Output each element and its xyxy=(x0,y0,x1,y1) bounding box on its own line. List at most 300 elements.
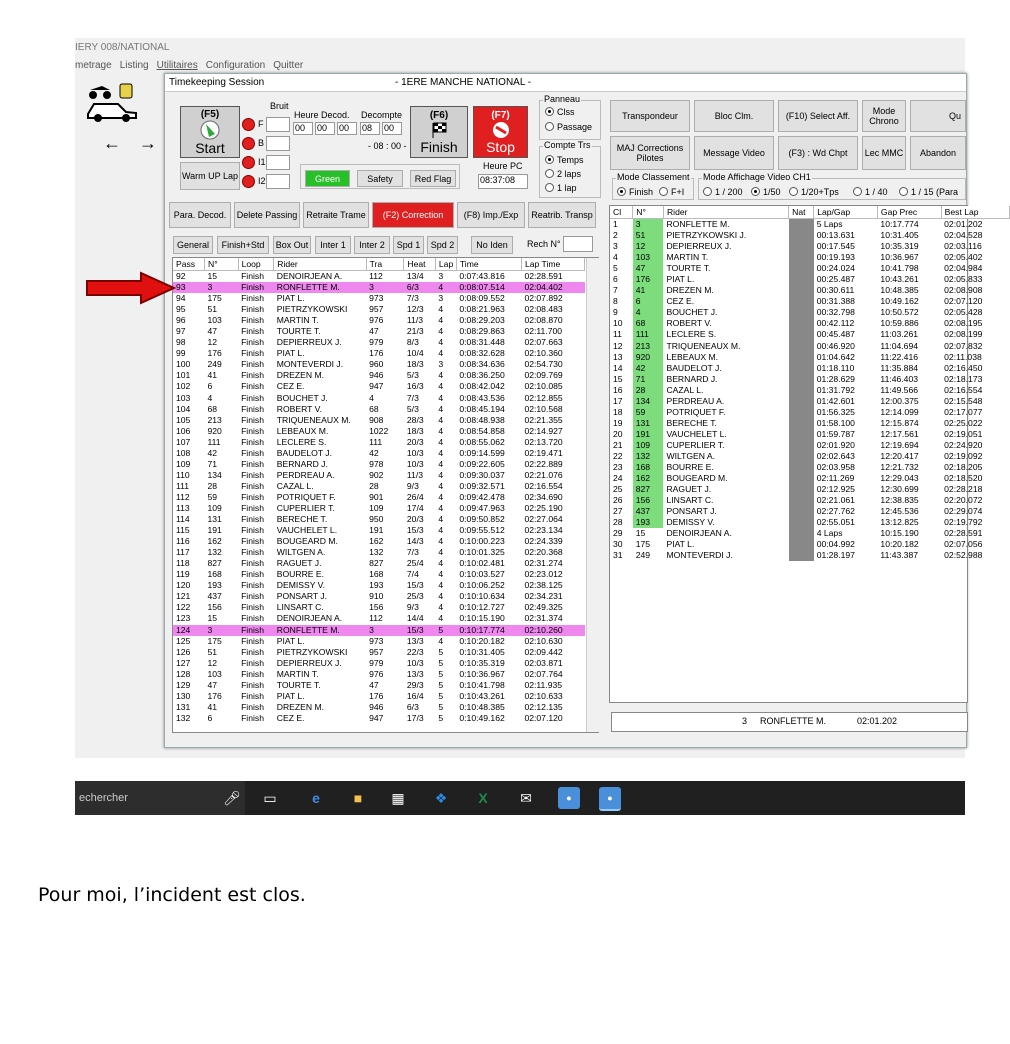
classification-row[interactable] xyxy=(610,495,1010,506)
passing-row[interactable] xyxy=(173,282,585,293)
aff-1-40-radio[interactable]: 1 / 40 xyxy=(853,187,888,197)
passings-grid xyxy=(173,258,585,724)
passing-cell: 4 xyxy=(435,282,456,293)
passing-row[interactable] xyxy=(173,558,585,569)
menu-quitter[interactable]: Quitter xyxy=(273,60,304,71)
selected-rider-time: 02:01.202 xyxy=(857,716,898,726)
passing-cell: 02:08.483 xyxy=(524,304,563,315)
menu-utilitaires[interactable]: Utilitaires xyxy=(156,60,198,71)
passing-cell: 112 xyxy=(369,271,383,281)
passing-row[interactable] xyxy=(173,680,585,691)
wd-chpt-button[interactable]: (F3) : Wd Chpt xyxy=(778,136,858,170)
classification-cell: 10:17.774 xyxy=(880,219,919,229)
passing-cell: 6/3 xyxy=(406,701,419,712)
passing-row[interactable] xyxy=(173,470,585,481)
aff-1-20-radio[interactable]: 1/20+Tps xyxy=(789,187,839,197)
passing-row[interactable] xyxy=(173,293,585,304)
passing-cell: 4 xyxy=(438,348,444,359)
passing-row[interactable] xyxy=(173,381,585,392)
passing-cell: Finish xyxy=(241,536,264,547)
reatrib-transp-button[interactable]: Reatrib. Transp xyxy=(528,202,596,228)
classification-row[interactable] xyxy=(610,318,1010,329)
correction-button[interactable]: (F2) Correction xyxy=(372,202,454,228)
passing-cell: PIETRZYKOWSKI xyxy=(276,646,348,657)
decompte-sec[interactable]: 00 xyxy=(382,122,402,135)
led-f-field xyxy=(266,117,290,132)
passing-row[interactable] xyxy=(173,691,585,702)
classification-row[interactable] xyxy=(610,462,1010,473)
classification-row[interactable] xyxy=(610,374,1010,385)
passing-row[interactable] xyxy=(173,669,585,680)
passing-cell: 5/3 xyxy=(406,403,419,414)
passing-cell: Finish xyxy=(241,558,264,569)
passing-cell: 0:10:20.182 xyxy=(459,635,505,646)
mode-chrono-button[interactable]: Mode Chrono xyxy=(862,100,906,132)
classification-row[interactable] xyxy=(610,396,1010,407)
passing-cell: 7/4 xyxy=(406,569,419,580)
para-decod-button[interactable]: Para. Decod. xyxy=(169,202,231,228)
classification-cell xyxy=(789,318,814,329)
passing-row[interactable] xyxy=(173,636,585,647)
classification-cell: TOURTE T. xyxy=(666,263,711,274)
passing-cell: DENOIRJEAN A. xyxy=(276,271,343,281)
passing-cell: 18/3 xyxy=(406,425,424,436)
filter-spd2-button[interactable]: Spd 2 xyxy=(427,236,458,254)
passing-cell: 0:08:21.963 xyxy=(459,304,505,315)
store-icon[interactable]: ▦ xyxy=(391,789,405,806)
classification-cell xyxy=(789,550,814,561)
passing-cell: 51 xyxy=(207,646,218,657)
edge-icon[interactable]: e xyxy=(312,790,320,806)
passing-cell: 99 xyxy=(176,348,186,359)
menu-metrage[interactable]: metrage xyxy=(75,60,112,71)
passing-cell: 0:08:32.628 xyxy=(459,348,505,359)
menu-configuration[interactable]: Configuration xyxy=(205,60,266,71)
classification-row[interactable] xyxy=(610,528,1010,539)
classification-cell: 02:08.195 xyxy=(944,318,983,329)
passing-row[interactable] xyxy=(173,271,585,283)
classification-cell: 11:46.403 xyxy=(880,373,919,384)
mail-icon[interactable]: ✉ xyxy=(520,789,532,806)
passing-cell: 11/3 xyxy=(406,469,423,480)
heure-decod-s[interactable]: 00 xyxy=(337,122,357,135)
passing-row[interactable] xyxy=(173,602,585,613)
classification-cell: 01:59.787 xyxy=(816,428,855,439)
passing-cell: 26/4 xyxy=(406,491,424,502)
passing-cell: 4 xyxy=(438,480,444,491)
passing-row[interactable] xyxy=(173,591,585,602)
filter-inter1-button[interactable]: Inter 1 xyxy=(315,236,351,254)
classification-row[interactable] xyxy=(610,451,1010,462)
window-title: Timekeeping Session xyxy=(169,77,265,88)
passing-cell: 156 xyxy=(207,602,222,613)
classification-row[interactable] xyxy=(610,296,1010,307)
passing-cell: 97 xyxy=(176,326,186,337)
classification-cell: 27 xyxy=(613,506,623,517)
passing-cell: 3 xyxy=(204,282,238,293)
red-flag-button[interactable]: Red Flag xyxy=(410,170,456,187)
task-view-icon[interactable]: ▭ xyxy=(263,789,277,806)
classification-cell: 6 xyxy=(613,274,618,285)
passing-cell: BERNARD J. xyxy=(276,458,328,469)
classification-cell: 827 xyxy=(633,484,664,495)
passing-row[interactable] xyxy=(173,613,585,624)
classification-row[interactable] xyxy=(610,550,1010,561)
passing-cell: PIAT L. xyxy=(276,635,305,646)
classification-col-header[interactable]: Cl xyxy=(610,206,633,219)
passing-cell: DEPIERREUX J. xyxy=(276,657,342,668)
classification-row[interactable] xyxy=(610,307,1010,318)
panneau-clss-radio[interactable]: Clss xyxy=(545,107,575,117)
classification-row[interactable] xyxy=(610,329,1010,340)
compte-1lap-radio[interactable]: 1 lap xyxy=(545,183,577,193)
start-button[interactable] xyxy=(180,106,240,158)
passing-row[interactable] xyxy=(173,337,585,348)
passing-row[interactable] xyxy=(173,492,585,503)
passing-cell: 3 xyxy=(366,625,404,636)
imp-exp-button[interactable]: (F8) Imp./Exp xyxy=(457,202,525,228)
classement-finish-radio[interactable]: Finish xyxy=(617,187,653,197)
classification-col-header[interactable]: N° xyxy=(633,206,664,219)
classification-cell: 01:31.792 xyxy=(816,384,855,395)
filter-spd1-button[interactable]: Spd 1 xyxy=(393,236,424,254)
classification-row[interactable] xyxy=(610,506,1010,517)
warmup-lap-button[interactable]: Warm UP Lap xyxy=(180,162,240,190)
passing-row[interactable] xyxy=(173,647,585,658)
classification-cell: 11:22.416 xyxy=(880,351,919,362)
passing-cell: 28 xyxy=(369,480,379,491)
classification-cell: 10:59.886 xyxy=(880,318,919,329)
classification-cell: 10:35.319 xyxy=(880,241,919,252)
passing-cell: 6 xyxy=(207,712,213,723)
passing-cell: 109 xyxy=(369,502,384,513)
classification-cell: CEZ E. xyxy=(666,296,695,307)
passing-cell: 175 xyxy=(207,635,222,646)
passing-cell: 130 xyxy=(176,690,191,701)
app-icon-2[interactable]: ● xyxy=(599,787,621,811)
passing-row[interactable] xyxy=(173,415,585,426)
passing-row[interactable] xyxy=(173,713,585,724)
filter-general-button[interactable]: General xyxy=(173,236,213,254)
passing-cell: 117 xyxy=(176,547,190,558)
select-aff-button[interactable]: (F10) Select Aff. xyxy=(778,100,858,132)
safety-button[interactable]: Safety xyxy=(357,170,403,187)
classification-cell: 02:17.077 xyxy=(944,406,983,417)
excel-icon[interactable]: X xyxy=(478,790,488,806)
passings-col-header[interactable]: Lap xyxy=(435,258,456,271)
classification-cell xyxy=(789,484,814,495)
passing-cell: 02:08.870 xyxy=(524,315,563,326)
passing-cell: Finish xyxy=(241,679,264,690)
classification-row[interactable] xyxy=(610,440,1010,451)
classification-cell: RONFLETTE M. xyxy=(666,219,730,229)
classification-col-header[interactable]: Best Lap xyxy=(941,206,1009,219)
passing-cell: 946 xyxy=(369,370,384,381)
classification-cell: 12:30.699 xyxy=(880,484,919,495)
passing-row[interactable] xyxy=(173,580,585,591)
classification-row[interactable] xyxy=(610,219,1010,231)
aff-1-15-radio[interactable]: 1 / 15 (Para xyxy=(899,187,958,197)
passing-cell: 3 xyxy=(438,271,444,281)
taskbar-search[interactable] xyxy=(75,781,245,815)
classification-row[interactable] xyxy=(610,539,1010,550)
menu-listing[interactable]: Listing xyxy=(119,60,149,71)
rech-input[interactable] xyxy=(563,236,593,252)
passing-row[interactable] xyxy=(173,426,585,437)
passing-cell: TOURTE T. xyxy=(276,679,321,690)
classification-cell xyxy=(789,352,814,363)
classification-row[interactable] xyxy=(610,263,1010,274)
passing-row[interactable] xyxy=(173,514,585,525)
passing-row[interactable] xyxy=(173,547,585,558)
classification-cell: 02:15.548 xyxy=(944,395,983,406)
arrow-right-icon[interactable]: → xyxy=(139,132,157,153)
classification-row[interactable] xyxy=(610,418,1010,429)
quit-button[interactable]: Qu xyxy=(910,100,966,132)
passing-row[interactable] xyxy=(173,393,585,404)
decompte-min[interactable]: 08 xyxy=(360,122,380,135)
classification-row[interactable] xyxy=(610,274,1010,285)
passing-row[interactable] xyxy=(173,359,585,370)
motorcycle-car-icon xyxy=(82,80,162,124)
passing-cell: 976 xyxy=(369,668,384,679)
classification-row[interactable] xyxy=(610,407,1010,418)
passing-cell: DEMISSY V. xyxy=(276,580,325,591)
retraite-trame-button[interactable]: Retraite Trame xyxy=(303,202,369,228)
passing-row[interactable] xyxy=(173,481,585,492)
passing-row[interactable] xyxy=(173,536,585,547)
filter-inter2-button[interactable]: Inter 2 xyxy=(354,236,390,254)
passing-row[interactable] xyxy=(173,448,585,459)
classification-row[interactable] xyxy=(610,363,1010,374)
passing-cell: MARTIN T. xyxy=(276,668,319,679)
lec-mmc-button[interactable]: Lec MMC xyxy=(862,136,906,170)
compte-2laps-radio[interactable]: 2 laps xyxy=(545,169,581,179)
filter-finish-std-button[interactable]: Finish+Std xyxy=(217,236,269,254)
classification-row[interactable] xyxy=(610,241,1010,252)
classification-cell: 59 xyxy=(633,407,664,418)
classification-row[interactable] xyxy=(610,230,1010,241)
finish-key: (F6) xyxy=(429,109,449,121)
classification-row[interactable] xyxy=(610,252,1010,263)
passings-col-header[interactable]: Pass xyxy=(173,258,204,271)
passing-cell: 42 xyxy=(207,447,218,458)
passing-cell: 827 xyxy=(369,558,384,569)
passing-cell: 960 xyxy=(369,359,384,370)
finish-button[interactable] xyxy=(410,106,468,158)
passing-cell: 15/3 xyxy=(406,525,424,536)
classification-col-header[interactable]: Nat xyxy=(789,206,814,219)
classification-cell: 437 xyxy=(633,506,664,517)
passing-cell: Finish xyxy=(241,591,264,602)
passing-cell: 249 xyxy=(207,359,222,370)
passing-cell: DENOIRJEAN A. xyxy=(276,613,343,624)
passings-col-header[interactable]: Tra xyxy=(366,258,404,271)
passing-cell: 1022 xyxy=(369,425,389,436)
passing-row[interactable] xyxy=(173,437,585,448)
passing-cell: Finish xyxy=(241,425,264,436)
classification-col-header[interactable]: Rider xyxy=(663,206,788,219)
passings-col-header[interactable]: Heat xyxy=(404,258,435,271)
classification-header xyxy=(610,206,1010,219)
classification-cell: 00:30.611 xyxy=(816,285,855,296)
passing-cell: 21/3 xyxy=(406,326,424,337)
passings-col-header[interactable]: Loop xyxy=(238,258,274,271)
passings-col-header[interactable]: N° xyxy=(204,258,238,271)
stop-label: Stop xyxy=(486,138,515,155)
passing-row[interactable] xyxy=(173,315,585,326)
classification-cell: 01:04.642 xyxy=(816,351,855,362)
passing-row[interactable] xyxy=(173,304,585,315)
led-b-label: B xyxy=(258,138,265,148)
classification-col-header[interactable]: Gap Prec xyxy=(877,206,941,219)
classification-cell xyxy=(789,296,814,307)
classification-cell: 02:07.120 xyxy=(944,296,983,307)
passing-cell: 41 xyxy=(207,701,218,712)
panneau-passage-radio[interactable]: Passage xyxy=(545,122,592,132)
passing-cell: 6/3 xyxy=(404,282,435,293)
delete-passing-button[interactable]: Delete Passing xyxy=(234,202,300,228)
explorer-icon[interactable]: ■ xyxy=(353,790,363,806)
classement-fi-radio[interactable]: F+I xyxy=(659,187,684,197)
passing-row[interactable] xyxy=(173,503,585,514)
passing-row[interactable] xyxy=(173,569,585,580)
passing-cell: 4 xyxy=(438,304,444,315)
classification-cell: 2 xyxy=(613,230,618,241)
aff-1-200-radio[interactable]: 1 / 200 xyxy=(703,187,743,197)
passing-cell: CUPERLIER T. xyxy=(276,502,335,513)
passing-cell: 47 xyxy=(207,679,218,690)
bloc-clm-button[interactable]: Bloc Clm. xyxy=(694,100,774,132)
filter-box-out-button[interactable]: Box Out xyxy=(273,236,311,254)
classification-cell: 02:55.051 xyxy=(816,517,855,528)
passing-row[interactable] xyxy=(173,348,585,359)
passing-row[interactable] xyxy=(173,625,585,636)
passing-cell: Finish xyxy=(238,625,274,636)
note-text: Pour moi, l’incident est clos. xyxy=(38,884,306,906)
classification-cell: 02:08.908 xyxy=(944,285,983,296)
classification-cell: 920 xyxy=(633,352,664,363)
passing-cell: 5 xyxy=(435,625,456,636)
passings-col-header[interactable]: Rider xyxy=(274,258,366,271)
classification-cell: 103 xyxy=(633,252,664,263)
maj-corrections-button[interactable]: MAJ Corrections Pilotes xyxy=(610,136,690,170)
passing-cell: 68 xyxy=(207,403,218,414)
passing-cell: 0:08:09.552 xyxy=(459,293,505,304)
classification-cell: 4 Laps xyxy=(816,528,843,539)
classification-cell: 12:19.694 xyxy=(880,439,919,450)
arrow-left-icon[interactable]: ← xyxy=(103,132,121,153)
classification-cell xyxy=(789,495,814,506)
passing-cell: 102 xyxy=(176,381,191,392)
classification-row[interactable] xyxy=(610,517,1010,528)
classification-cell: 8 xyxy=(613,296,618,307)
classification-cell: 00:46.920 xyxy=(816,340,855,351)
passing-cell: BOUCHET J. xyxy=(276,392,328,403)
passing-row[interactable] xyxy=(173,370,585,381)
classification-cell: 02:03.958 xyxy=(816,462,855,473)
classification-cell: 00:25.487 xyxy=(816,274,855,285)
classification-cell: 00:13.631 xyxy=(816,230,855,241)
abandon-button[interactable]: Abandon xyxy=(910,136,966,170)
passing-cell: Finish xyxy=(241,635,264,646)
heure-decod-h[interactable]: 00 xyxy=(293,122,313,135)
passing-cell: 02:10.260 xyxy=(521,625,584,636)
passing-row[interactable] xyxy=(173,525,585,536)
classification-row[interactable] xyxy=(610,285,1010,296)
classification-row[interactable] xyxy=(610,385,1010,396)
passing-cell: 979 xyxy=(369,657,384,668)
passing-cell: 42 xyxy=(369,447,379,458)
heure-decod-label: Heure Decod. xyxy=(294,110,350,120)
classification-cell: 01:18.110 xyxy=(816,362,855,373)
classification-col-header[interactable]: Lap/Gap xyxy=(814,206,878,219)
passing-cell: 94 xyxy=(176,293,186,304)
passings-col-header[interactable]: Lap Time xyxy=(521,258,584,271)
passing-cell: 920 xyxy=(207,425,222,436)
classification-cell: 01:28.629 xyxy=(816,373,855,384)
passings-col-header[interactable]: Time xyxy=(456,258,521,271)
classification-cell: 6 xyxy=(633,296,664,307)
passing-cell: 4 xyxy=(438,491,444,502)
passing-cell: 0:09:30.037 xyxy=(459,469,505,480)
passing-cell: 191 xyxy=(369,525,384,536)
passing-row[interactable] xyxy=(173,658,585,669)
mic-icon[interactable]: 🎤︎ xyxy=(223,789,241,806)
aff-1-50-radio[interactable]: 1/50 xyxy=(751,187,781,197)
classification-cell: 71 xyxy=(633,374,664,385)
passing-cell: 0:10:15.190 xyxy=(459,613,505,624)
passing-cell: 127 xyxy=(176,657,191,668)
passing-cell: 0:08:36.250 xyxy=(459,370,505,381)
compte-temps-radio[interactable]: Temps xyxy=(545,155,584,165)
classification-row[interactable] xyxy=(610,341,1010,352)
classification-cell: 02:16.450 xyxy=(944,362,983,373)
classification-cell: CAZAL L. xyxy=(666,384,704,395)
dropbox-icon[interactable]: ❖ xyxy=(434,789,448,806)
passing-row[interactable] xyxy=(173,702,585,713)
mode-classement-group xyxy=(612,172,694,200)
app-icon[interactable]: ● xyxy=(558,787,580,809)
passing-row[interactable] xyxy=(173,326,585,337)
passing-cell: 132 xyxy=(369,547,384,558)
passing-row[interactable] xyxy=(173,459,585,470)
rech-label: Rech N° xyxy=(527,239,561,249)
classification-cell: 10:50.572 xyxy=(880,307,919,318)
passing-cell: 0:10:03.527 xyxy=(459,569,505,580)
transpondeur-button[interactable]: Transpondeur xyxy=(610,100,690,132)
passing-cell: 71 xyxy=(207,458,218,469)
classification-row[interactable] xyxy=(610,484,1010,495)
filter-no-iden-button[interactable]: No Iden xyxy=(471,236,513,254)
passing-cell: 3 xyxy=(438,293,444,304)
green-flag-button[interactable]: Green xyxy=(305,170,350,187)
passing-cell: 02:07.764 xyxy=(524,668,563,679)
message-video-button[interactable]: Message Video xyxy=(694,136,774,170)
classification-row[interactable] xyxy=(610,352,1010,363)
heure-decod-m[interactable]: 00 xyxy=(315,122,335,135)
classification-row[interactable] xyxy=(610,429,1010,440)
classification-row[interactable] xyxy=(610,473,1010,484)
classification-cell: 00:32.798 xyxy=(816,307,855,318)
passing-cell: 156 xyxy=(369,602,384,613)
passing-cell: Finish xyxy=(241,359,264,370)
stop-button[interactable] xyxy=(473,106,528,158)
passings-scrollbar[interactable] xyxy=(586,258,599,732)
passing-row[interactable] xyxy=(173,404,585,415)
checkered-flag-icon xyxy=(428,121,450,139)
passing-cell: 0:08:29.203 xyxy=(459,315,505,326)
